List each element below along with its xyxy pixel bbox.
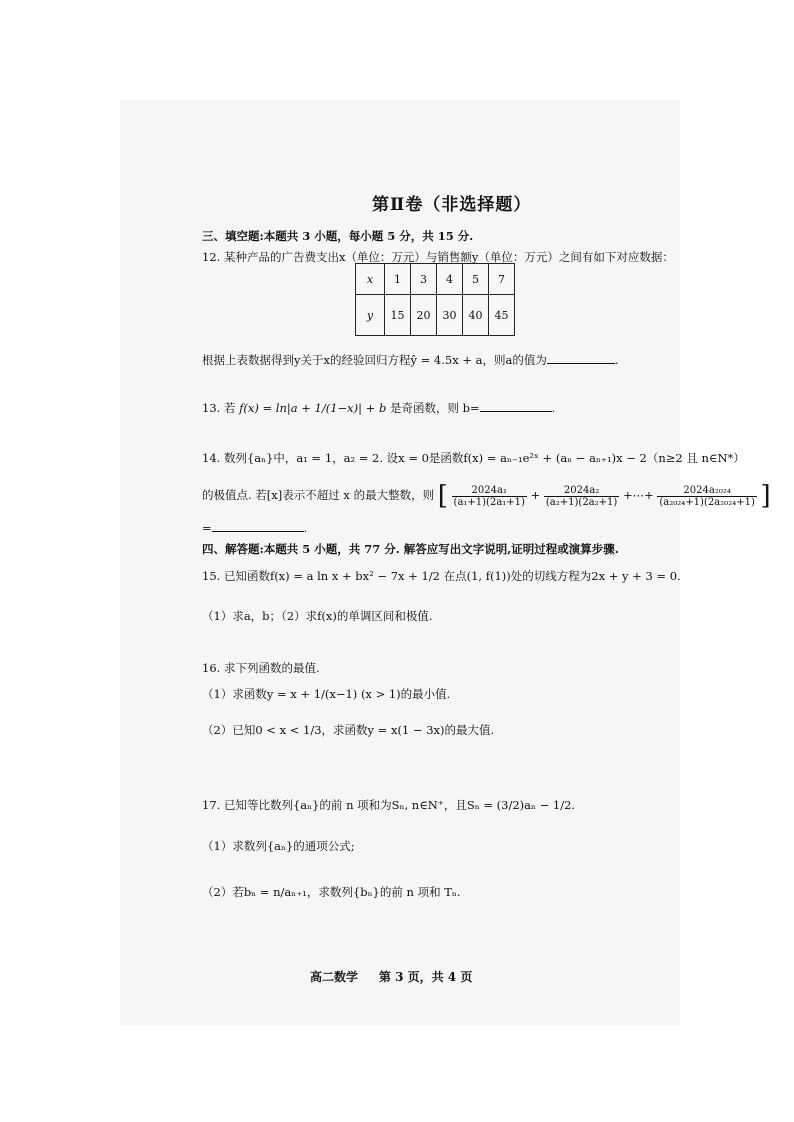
table-row-label: x [356,264,385,295]
q16-line-1: 16. 求下列函数的最值. [202,661,320,675]
table-cell: 30 [437,295,463,336]
table-cell: 4 [437,264,463,295]
numerator: 2024a₁ [452,485,527,497]
q14-term-2 [544,485,619,508]
table-cell: 20 [411,295,437,336]
denominator: (a₂₀₂₄+1)(2a₂₀₂₄+1) [659,496,755,508]
q13-formula: f(x) = ln|a + 1/(1−x)| + b [239,401,387,415]
answer-blank [212,521,304,532]
floor-bracket-right: ] [760,481,771,511]
table-cell: 45 [489,295,515,336]
q16-line-2: （1）求函数y = x + 1/(x−1) (x > 1)的最小值. [202,687,451,701]
q12-data-table [355,263,515,336]
denominator: (a₁+1)(2a₁+1) [453,496,525,508]
table-cell: 1 [385,264,411,295]
table-cell: 7 [489,264,515,295]
q17-line-3: （2）若bₙ = n/aₙ₊₁，求数列{bₙ}的前 n 项和 Tₙ. [202,885,461,899]
q15-line-1: 15. 已知函数f(x) = a ln x + bx² − 7x + 1/2 在点(1, f(1))处的切线方程为2x + y + 3 = 0. [202,569,681,583]
q14-line-2-prefix: 的极值点. 若[x]表示不超过 x 的最大整数，则 [202,488,435,502]
table-cell: 3 [411,264,437,295]
q14-term-1 [452,485,527,508]
q17-line-2: （1）求数列{aₙ}的通项公式; [202,839,355,853]
punctuation: . [303,521,308,535]
q13-suffix: 是奇函数，则 b= [389,401,480,415]
q12-question [202,352,619,368]
q16-line-3: （2）已知0 < x < 1/3，求函数y = x(1 − 3x)的最大值. [202,723,495,737]
page-title: 第Ⅱ卷（非选择题） [372,195,532,215]
table-cell: 15 [385,295,411,336]
table-cell: 5 [463,264,489,295]
q14-line-3 [202,521,307,535]
footer-page-number: 第 3 页，共 4 页 [378,970,473,984]
q13-prefix: 13. 若 [202,401,236,415]
table-row-label: y [356,295,385,336]
section-4-heading: 四、解答题:本题共 5 小题，共 77 分. 解答应写出文字说明,证明过程或演算步骤. [202,542,619,556]
q12-question-text: 根据上表数据得到y关于x的经验回归方程ŷ = 4.5x + a，则a的值为 [202,353,547,367]
numerator: 2024a₂₀₂₄ [657,485,756,497]
answer-blank [480,401,552,412]
table-row [356,264,515,295]
numerator: 2024a₂ [544,485,619,497]
table-row [356,295,515,336]
punctuation: . [551,401,556,415]
q12-stem: 12. 某种产品的广告费支出x（单位：万元）与销售额y（单位：万元）之间有如下对应数据： [202,250,674,264]
section-3-heading: 三、填空题:本题共 3 小题，每小题 5 分，共 15 分. [202,229,474,243]
q13 [202,400,555,416]
q17-line-1: 17. 已知等比数列{aₙ}的前 n 项和为Sₙ, n∈N⁺，且Sₙ = (3/2)aₙ − 1/2. [202,798,576,812]
punctuation: . [614,353,619,367]
footer-subject: 高二数学 [310,970,359,984]
ellipsis-sum: +⋯+ [622,488,654,502]
q14-line-1: 14. 数列{aₙ}中，a₁ = 1，a₂ = 2. 设x = 0是函数f(x) = aₙ₋₁e²ˣ + (aₙ − aₙ₊₁)x − 2（n≥2 且 n∈N*） [202,451,745,465]
equals-sign: = [202,521,212,535]
floor-bracket-left: [ [437,481,448,511]
table-cell: 40 [463,295,489,336]
denominator: (a₂+1)(2a₂+1) [545,496,618,508]
q14-term-last [657,485,756,508]
page-footer [310,968,472,985]
answer-blank [547,353,615,364]
q15-line-2: （1）求a，b；（2）求f(x)的单调区间和极值. [202,609,433,623]
plus-sign: + [530,488,541,502]
q14-line-2 [202,483,771,509]
